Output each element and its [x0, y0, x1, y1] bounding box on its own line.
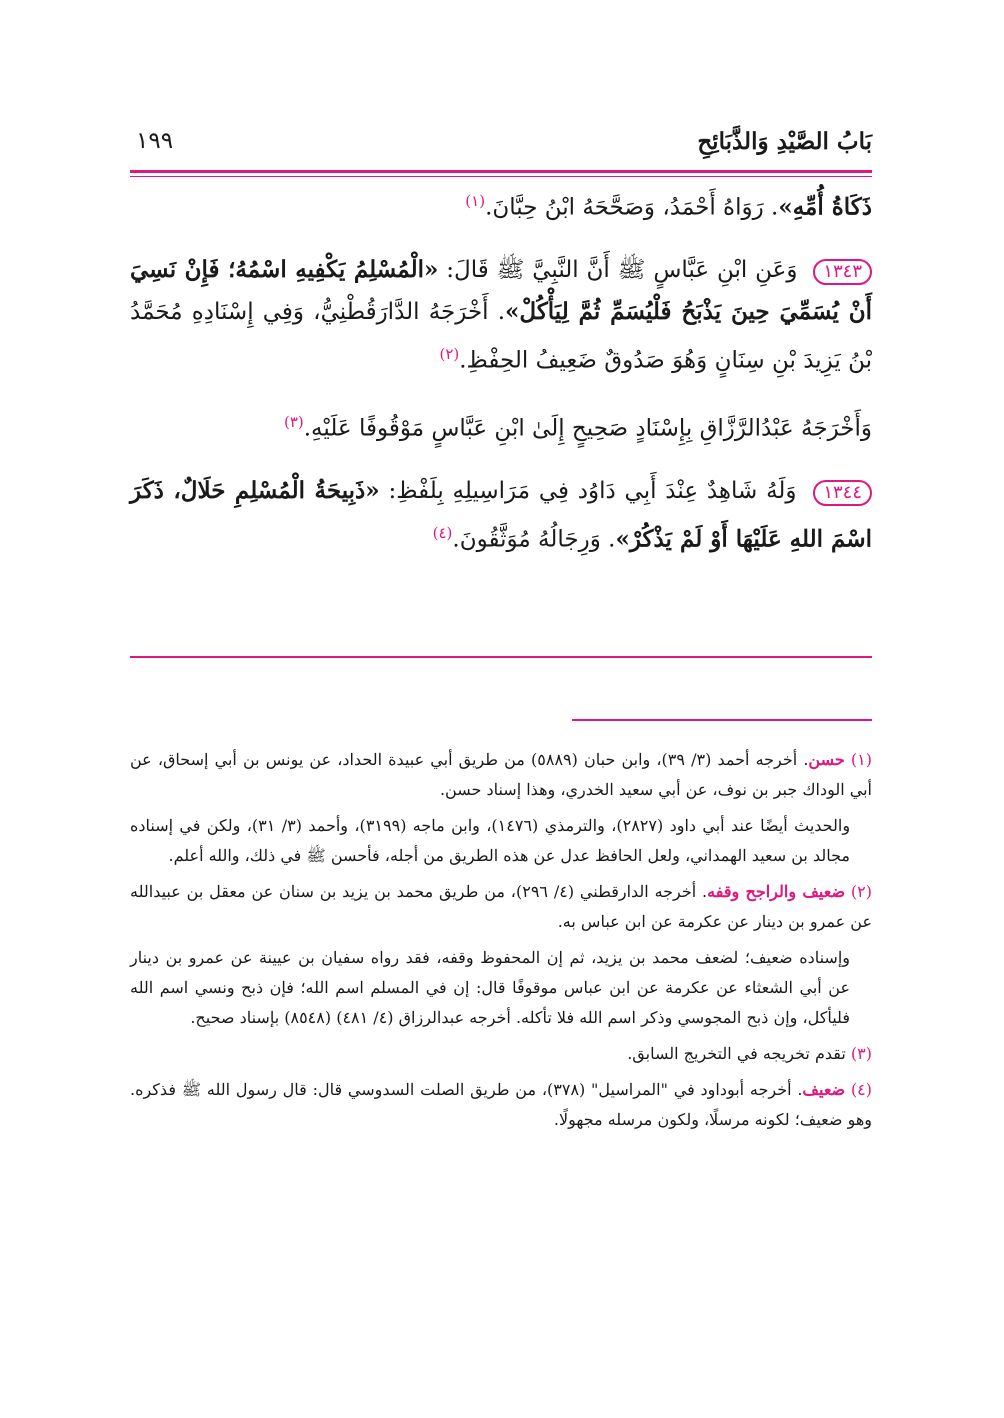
footnote-ref: (١) — [465, 192, 486, 210]
footnote-text: . أخرجه أحمد (٣/ ٣٩)، وابن حبان (٥٨٨٩) من طريق أبي عبيدة الحداد، عن يونس بن أبي إسحاق، عن أبي الوداك جبر بن نوف، عن أبي سعيد الخدري، وهذا إسناد حسن. — [130, 750, 872, 799]
footnote-grade: حسن — [808, 750, 845, 769]
page — [130, 0, 872, 1418]
hadith-text: ذَكَاةُ أُمِّهِ» — [778, 193, 872, 221]
hadith-1344 — [130, 470, 872, 561]
paragraph-continuation — [130, 180, 872, 229]
footnote-ref: (٤) — [432, 523, 453, 542]
paragraph-text: وَلَهُ شَاهِدٌ عِنْدَ أَبِي دَاوُد فِي مَرَاسِيلِهِ بِلَفْظِ: — [388, 477, 797, 504]
footnote-separator — [572, 719, 872, 721]
hadith-number-badge: ١٣٤٤ — [813, 480, 872, 506]
footnote-grade: ضعيف — [802, 1080, 846, 1099]
footnote-2-continuation: وإسناده ضعيف؛ لضعف محمد بن يزيد، ثم إن المحفوظ وقفه، فقد رواه سفيان بن عيينة عن عمرو بن دينار عن أبي الشعثاء عن عكرمة عن ابن عباس موقوفًا قال: إن في المسلم اسم الله؛ فإن ذبح ونسي اسم الله فليأكل، وإن ذبح المجوسي وذكر اسم الله فلا تأكله. أخرجه عبدالرزاق (٤/ ٤٨١) (٨٥٤٨) بإسناد صحيح. — [130, 948, 851, 1027]
footnote-number: (٣) — [850, 1044, 872, 1063]
paragraph-text: . أَخْرَجَهُ الدَّارَقُطْنِيُّ، وَفِي إِسْنَادِهِ مُحَمَّدُ بْنُ يَزِيدَ بْنِ سِنَانٍ وَهُوَ صَدُوقٌ ضَعِيفُ الحِفْظِ. — [130, 298, 872, 374]
main-text — [130, 180, 872, 581]
main-bottom-rule — [130, 656, 872, 658]
footnote-grade: ضعيف والراجح وقفه — [707, 882, 846, 901]
footnote-1 — [130, 745, 872, 805]
footnote-1-continuation: والحديث أيضًا عند أبي داود (٢٨٢٧)، والترمذي (١٤٧٦)، وابن ماجه (٣١٩٩)، وأحمد (٣/ ٣١)، ولكن في إسناده مجالد بن سعيد الهمداني، ولعل الحافظ عدل عن هذه الطريق من أجله، فأحسن ﷺ في ذلك، والله أعلم. — [130, 816, 851, 865]
page-number: ١٩٩ — [136, 128, 174, 154]
paragraph-text: وَعَنِ ابْنِ عَبَّاسٍ ﷺ أَنَّ النَّبِيَّ ﷺ قَالَ: — [446, 256, 798, 283]
header-rule — [130, 170, 872, 173]
hadith-number-badge: ١٣٤٣ — [813, 259, 872, 285]
footnote-number: (٢) — [850, 882, 873, 901]
footnote-text: تقدم تخريجه في التخريج السابق. — [627, 1044, 846, 1063]
hadith-text: «ذَبِيحَةُ الْمُسْلِمِ حَلَالٌ، ذَكَرَ اسْمَ اللهِ عَلَيْهَا أَوْ لَمْ يَذْكُرْ» — [130, 476, 872, 553]
hadith-1343 — [130, 249, 872, 382]
chapter-title: بَابُ الصَّيْدِ وَالذَّبَائِحِ — [697, 128, 872, 155]
footnote-ref: (٣) — [283, 413, 304, 432]
footnote-number: (١) — [850, 750, 872, 769]
paragraph-text: وَأَخْرَجَهُ عَبْدُالرَّزَّاقِ بِإِسْنَادٍ صَحِيحٍ إِلَىٰ ابْنِ عَبَّاسٍ مَوْقُوفًا عَلَيْهِ. — [303, 415, 872, 442]
footnote-2 — [130, 877, 872, 937]
footnote-text: . أخرجه أبوداود في "المراسيل" (٣٧٨)، من طريق الصلت السدوسي قال: قال رسول الله ﷺ فذكره. وهو ضعيف؛ لكونه مرسلًا، ولكون مرسله مجهولًا. — [130, 1080, 872, 1129]
hadith-text: «الْمُسْلِمُ يَكْفِيهِ اسْمُهُ؛ فَإِنْ نَسِيَ أَنْ يُسَمِّيَ حِينَ يَذْبَحُ فَلْيُسَمِّ ثُمَّ لِيَأْكُلْ» — [130, 255, 872, 325]
page-header — [130, 128, 872, 168]
footnotes — [130, 745, 872, 1141]
header-rule-thin — [130, 176, 872, 177]
footnote-number: (٤) — [850, 1080, 873, 1099]
footnote-4 — [130, 1075, 872, 1135]
paragraph — [130, 401, 872, 450]
footnote-ref: (٢) — [439, 344, 460, 363]
paragraph-text: . وَرِجَالُهُ مُوَثَّقُونَ. — [452, 526, 616, 553]
footnote-text: . أخرجه الدارقطني (٤/ ٢٩٦)، من طريق محمد بن يزيد بن سنان عن معقل بن عبيدالله عن عمرو بن دينار عن عكرمة عن ابن عباس به. — [130, 882, 872, 931]
paragraph-text: . رَوَاهُ أَحْمَدُ، وَصَحَّحَهُ ابْنُ حِبَّانَ. — [485, 194, 779, 221]
footnote-3 — [130, 1039, 872, 1069]
